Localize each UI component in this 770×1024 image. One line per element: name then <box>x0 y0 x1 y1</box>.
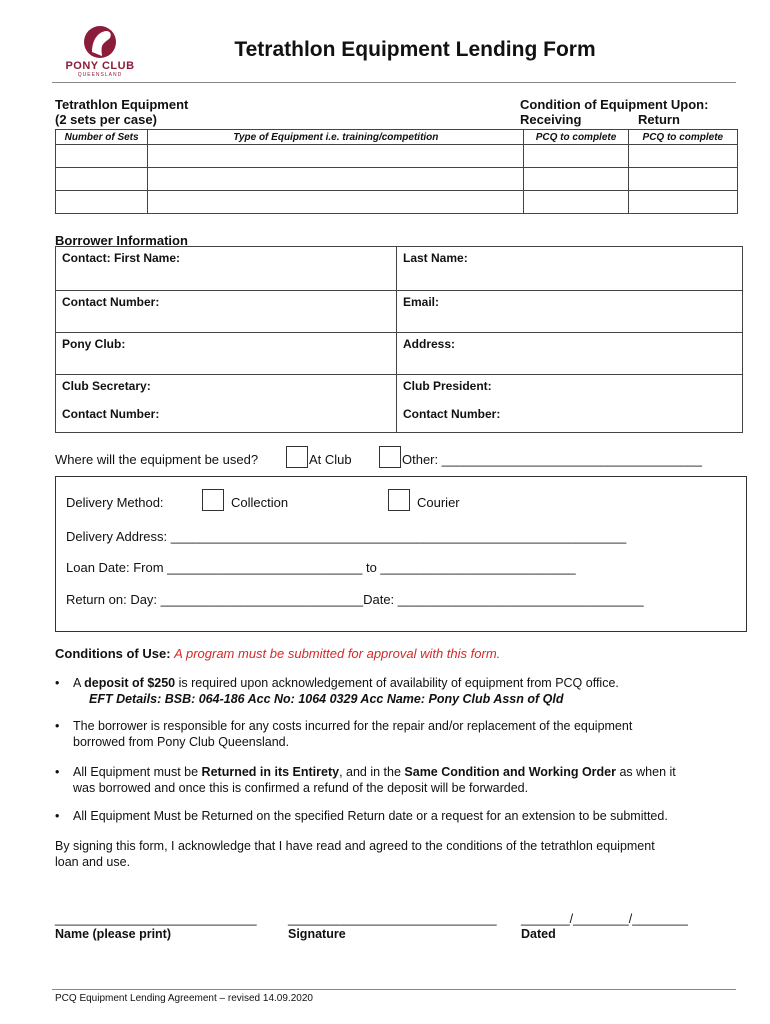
contact-number-field[interactable]: Contact Number: <box>56 291 397 333</box>
email-field[interactable]: Email: <box>397 291 743 333</box>
at-club-checkbox[interactable] <box>286 446 308 468</box>
name-line[interactable]: _____________________________ <box>55 912 257 926</box>
courier-label: Courier <box>417 495 460 510</box>
at-club-label: At Club <box>309 452 352 467</box>
col-pcq-return: PCQ to complete <box>628 130 737 145</box>
type-cell[interactable] <box>148 145 524 168</box>
eft-details: EFT Details: BSB: 064-186 Acc No: 1064 0329 Acc Name: Pony Club Assn of Qld <box>89 692 564 706</box>
delivery-method-label: Delivery Method: <box>66 495 164 510</box>
footer-text: PCQ Equipment Lending Agreement – revised 14.09.2020 <box>55 993 313 1004</box>
col-equipment-type: Type of Equipment i.e. training/competition <box>148 130 524 145</box>
equipment-heading: Tetrathlon Equipment <box>55 97 189 112</box>
acknowledgement <box>55 838 655 870</box>
list-item <box>55 675 745 709</box>
page-title: Tetrathlon Equipment Lending Form <box>234 38 596 61</box>
return-cell[interactable] <box>628 191 737 214</box>
header-divider <box>52 82 736 83</box>
return-text-post: as when it <box>616 765 676 779</box>
name-label: Name (please print) <box>55 927 172 941</box>
deposit-amount: deposit of $250 <box>84 676 176 690</box>
type-cell[interactable] <box>148 191 524 214</box>
borrower-table <box>55 246 743 433</box>
receiving-cell[interactable] <box>524 191 628 214</box>
address-field[interactable]: Address: <box>397 333 743 375</box>
return-text-mid: , and in the <box>339 765 405 779</box>
signature-line[interactable]: ______________________________ <box>288 912 497 926</box>
list-item <box>55 718 745 752</box>
date-line[interactable]: _______/________/________ <box>521 912 688 926</box>
table-row[interactable] <box>56 191 738 214</box>
table-row[interactable] <box>56 168 738 191</box>
return-entirety: Returned in its Entirety <box>201 765 340 779</box>
logo-sub: QUEENSLAND <box>77 72 123 78</box>
receiving-cell[interactable] <box>524 168 628 191</box>
return-label: Return <box>638 112 680 127</box>
deposit-text-post: is required upon acknowledgement of availability of equipment from PCQ office. <box>175 676 619 690</box>
list-item <box>55 808 745 826</box>
return-date-text: All Equipment Must be Returned on the specified Return date or a request for an extension to be submitted. <box>73 809 668 823</box>
type-cell[interactable] <box>148 168 524 191</box>
logo-name: PONY CLUB <box>65 60 135 72</box>
col-number-of-sets: Number of Sets <box>56 130 148 145</box>
delivery-address-field[interactable]: Delivery Address: _______________________________________________________________ <box>66 529 627 544</box>
other-field[interactable]: Other: ____________________________________ <box>402 452 703 467</box>
president-contact-field[interactable]: Contact Number: <box>397 403 743 433</box>
usage-question: Where will the equipment be used? <box>55 452 259 467</box>
footer-divider <box>52 989 736 990</box>
bullet-icon: • <box>55 765 60 779</box>
acknowledgement-l2: loan and use. <box>55 855 131 869</box>
courier-checkbox[interactable] <box>388 489 410 511</box>
return-cell[interactable] <box>628 168 737 191</box>
condition-heading: Condition of Equipment Upon: <box>520 97 709 112</box>
receiving-cell[interactable] <box>524 145 628 168</box>
return-condition: Same Condition and Working Order <box>404 765 616 779</box>
pony-club-field[interactable]: Pony Club: <box>56 333 397 375</box>
conditions-note: A program must be submitted for approval with this form. <box>174 646 501 661</box>
bullet-icon: • <box>55 719 60 733</box>
col-pcq-receiving: PCQ to complete <box>524 130 628 145</box>
borrower-responsibility-l2: borrowed from Pony Club Queensland. <box>73 735 290 749</box>
collection-label: Collection <box>231 495 289 510</box>
collection-checkbox[interactable] <box>202 489 224 511</box>
loan-date-field[interactable]: Loan Date: From ___________________________ to ___________________________ <box>66 560 576 575</box>
club-president-field[interactable]: Club President: <box>397 375 743 403</box>
list-item <box>55 764 745 798</box>
borrower-responsibility-l1: The borrower is responsible for any costs incurred for the repair and/or replacement of the equipment <box>73 719 633 733</box>
acknowledgement-l1: By signing this form, I acknowledge that I have read and agreed to the conditions of the tetrathlon equipment <box>55 839 655 853</box>
sets-cell[interactable] <box>56 168 148 191</box>
return-cell[interactable] <box>628 145 737 168</box>
return-text-l2: was borrowed and once this is confirmed a refund of the deposit will be forwarded. <box>73 781 529 795</box>
last-name-field[interactable]: Last Name: <box>397 247 743 291</box>
secretary-contact-field[interactable]: Contact Number: <box>56 403 397 433</box>
dated-label: Dated <box>521 927 556 941</box>
conditions-label: Conditions of Use: <box>55 646 171 661</box>
other-checkbox[interactable] <box>379 446 401 468</box>
bullet-icon: • <box>55 809 60 823</box>
deposit-text-pre: A <box>73 676 85 690</box>
conditions-heading <box>55 646 500 661</box>
club-secretary-field[interactable]: Club Secretary: <box>56 375 397 403</box>
sets-cell[interactable] <box>56 191 148 214</box>
bullet-icon: • <box>55 676 60 690</box>
first-name-field[interactable]: Contact: First Name: <box>56 247 397 291</box>
borrower-heading: Borrower Information <box>55 233 188 248</box>
return-date-field[interactable]: Return on: Day: ____________________________Date: __________________________________ <box>66 592 644 607</box>
table-row[interactable] <box>56 145 738 168</box>
equipment-table <box>55 129 738 214</box>
signature-label: Signature <box>288 927 346 941</box>
receiving-label: Receiving <box>520 112 582 127</box>
equipment-subheading: (2 sets per case) <box>55 112 157 127</box>
return-text-pre: All Equipment must be <box>73 765 202 779</box>
sets-cell[interactable] <box>56 145 148 168</box>
